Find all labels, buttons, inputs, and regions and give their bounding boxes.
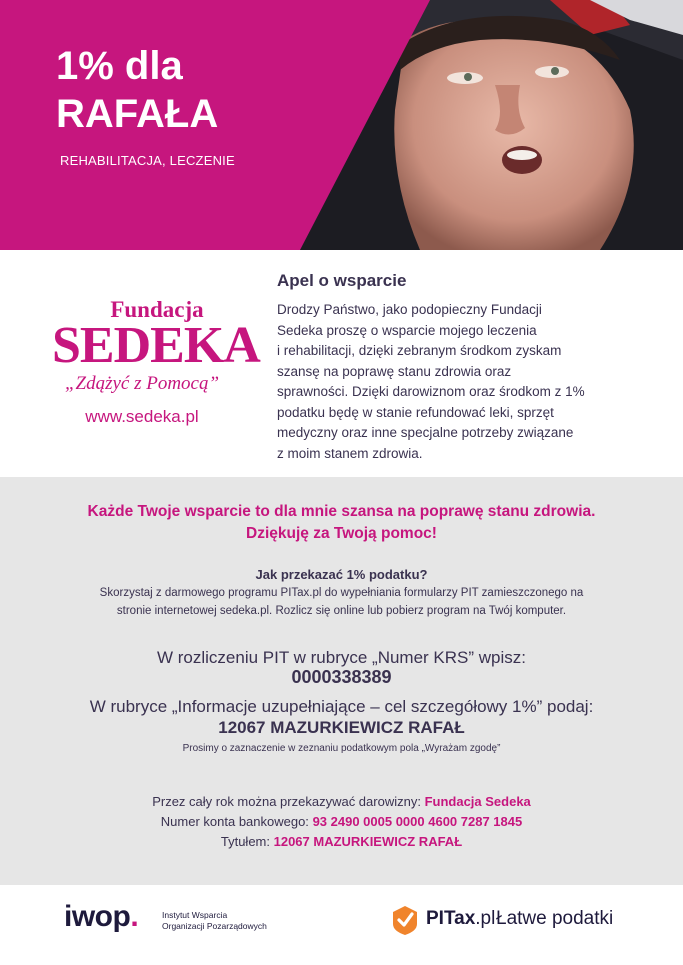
- appeal-line: szansę na poprawę stanu zdrowia oraz: [277, 363, 512, 379]
- appeal-line: i rehabilitacji, dzięki zebranym środkom zyskam: [277, 343, 562, 358]
- bank-account-line: [0, 814, 683, 829]
- bank-account-label: Numer konta bankowego:: [160, 814, 309, 829]
- website-link[interactable]: www.sedeka.pl: [85, 407, 199, 426]
- transfer-title-label: Tytułem:: [220, 834, 270, 849]
- page-title: [56, 42, 218, 138]
- appeal-title: Apel o wsparcie: [277, 271, 407, 290]
- headline-line-2: Dziękuję za Twoją pomoc!: [246, 525, 437, 542]
- howto-line-1: Skorzystaj z darmowego programu PITax.pl do wypełniania formularzy PIT zamieszczonego na: [99, 587, 584, 599]
- info-label: W rubryce „Informacje uzupełniające – cel szczegółowy 1%” podaj:: [89, 697, 594, 716]
- sedeka-logo: [52, 297, 260, 427]
- pitax-check-icon: [390, 904, 420, 936]
- krs-number: 0000338389: [291, 667, 392, 687]
- howto-line-2: stronie internetowej sedeka.pl. Rozlicz się online lub pobierz program na Twój komputer.: [116, 605, 567, 617]
- appeal-line: podatku będę w stanie refundować leki, sprzęt: [277, 404, 554, 420]
- appeal-line: sprawności. Dzięki darowiznom oraz środkom z 1%: [277, 384, 585, 399]
- headline-line-1: Każde Twoje wsparcie to dla mnie szansa na poprawę stanu zdrowia.: [87, 503, 596, 520]
- page-subtitle: REHABILITACJA, LECZENIE: [60, 153, 235, 168]
- transfer-title-value: 12067 MAZURKIEWICZ RAFAŁ: [273, 834, 463, 849]
- consent-note: Prosimy o zaznaczenie w zeznaniu podatkowym pola „Wyrażam zgodę”: [182, 743, 501, 754]
- iwop-desc-line-2: Organizacji Pozarządowych: [162, 921, 267, 931]
- info-value: 12067 MAZURKIEWICZ RAFAŁ: [218, 718, 465, 737]
- logo-main-text: SEDEKA: [52, 317, 260, 374]
- pitax-slogan: Łatwe podatki: [496, 908, 614, 929]
- donation-label: Przez cały rok można przekazywać darowizny:: [152, 794, 421, 809]
- iwop-desc-line-1: Instytut Wsparcia: [162, 910, 228, 920]
- pitax-wordmark-domain: .pl: [475, 908, 496, 929]
- donation-line: [0, 794, 683, 809]
- appeal-line: medyczny oraz inne specjalne potrzeby związane: [277, 425, 574, 440]
- appeal-text: [277, 300, 627, 464]
- iwop-logo: [64, 900, 267, 934]
- pitax-wordmark: [426, 908, 495, 930]
- title-line-1: 1% dla: [56, 44, 183, 88]
- iwop-wordmark-text: iwop: [64, 900, 131, 933]
- iwop-wordmark: [64, 900, 138, 934]
- iwop-dot: .: [130, 900, 139, 933]
- hero-banner-wedge: [300, 0, 430, 250]
- bank-account-number: 93 2490 0005 0000 4600 7287 1845: [312, 814, 523, 829]
- krs-label: W rozliczeniu PIT w rubryce „Numer KRS” wpisz:: [156, 648, 527, 667]
- logo-top-text: Fundacja: [110, 297, 204, 322]
- transfer-title-line: [0, 834, 683, 849]
- appeal-line: Drodzy Państwo, jako podopieczny Fundacji: [277, 302, 542, 317]
- howto-title: Jak przekazać 1% podatku?: [255, 567, 428, 582]
- pitax-wordmark-bold: PITax: [426, 908, 476, 929]
- iwop-description: [162, 910, 312, 932]
- appeal-line: z moim stanem zdrowia.: [277, 445, 423, 461]
- headline: [0, 501, 683, 545]
- appeal-line: Sedeka proszę o wsparcie mojego leczenia: [277, 322, 537, 338]
- howto-text: [0, 584, 683, 620]
- logo-motto: „Zdążyć z Pomocą”: [64, 373, 220, 394]
- title-line-2: RAFAŁA: [56, 92, 219, 136]
- donation-recipient: Fundacja Sedeka: [424, 794, 531, 809]
